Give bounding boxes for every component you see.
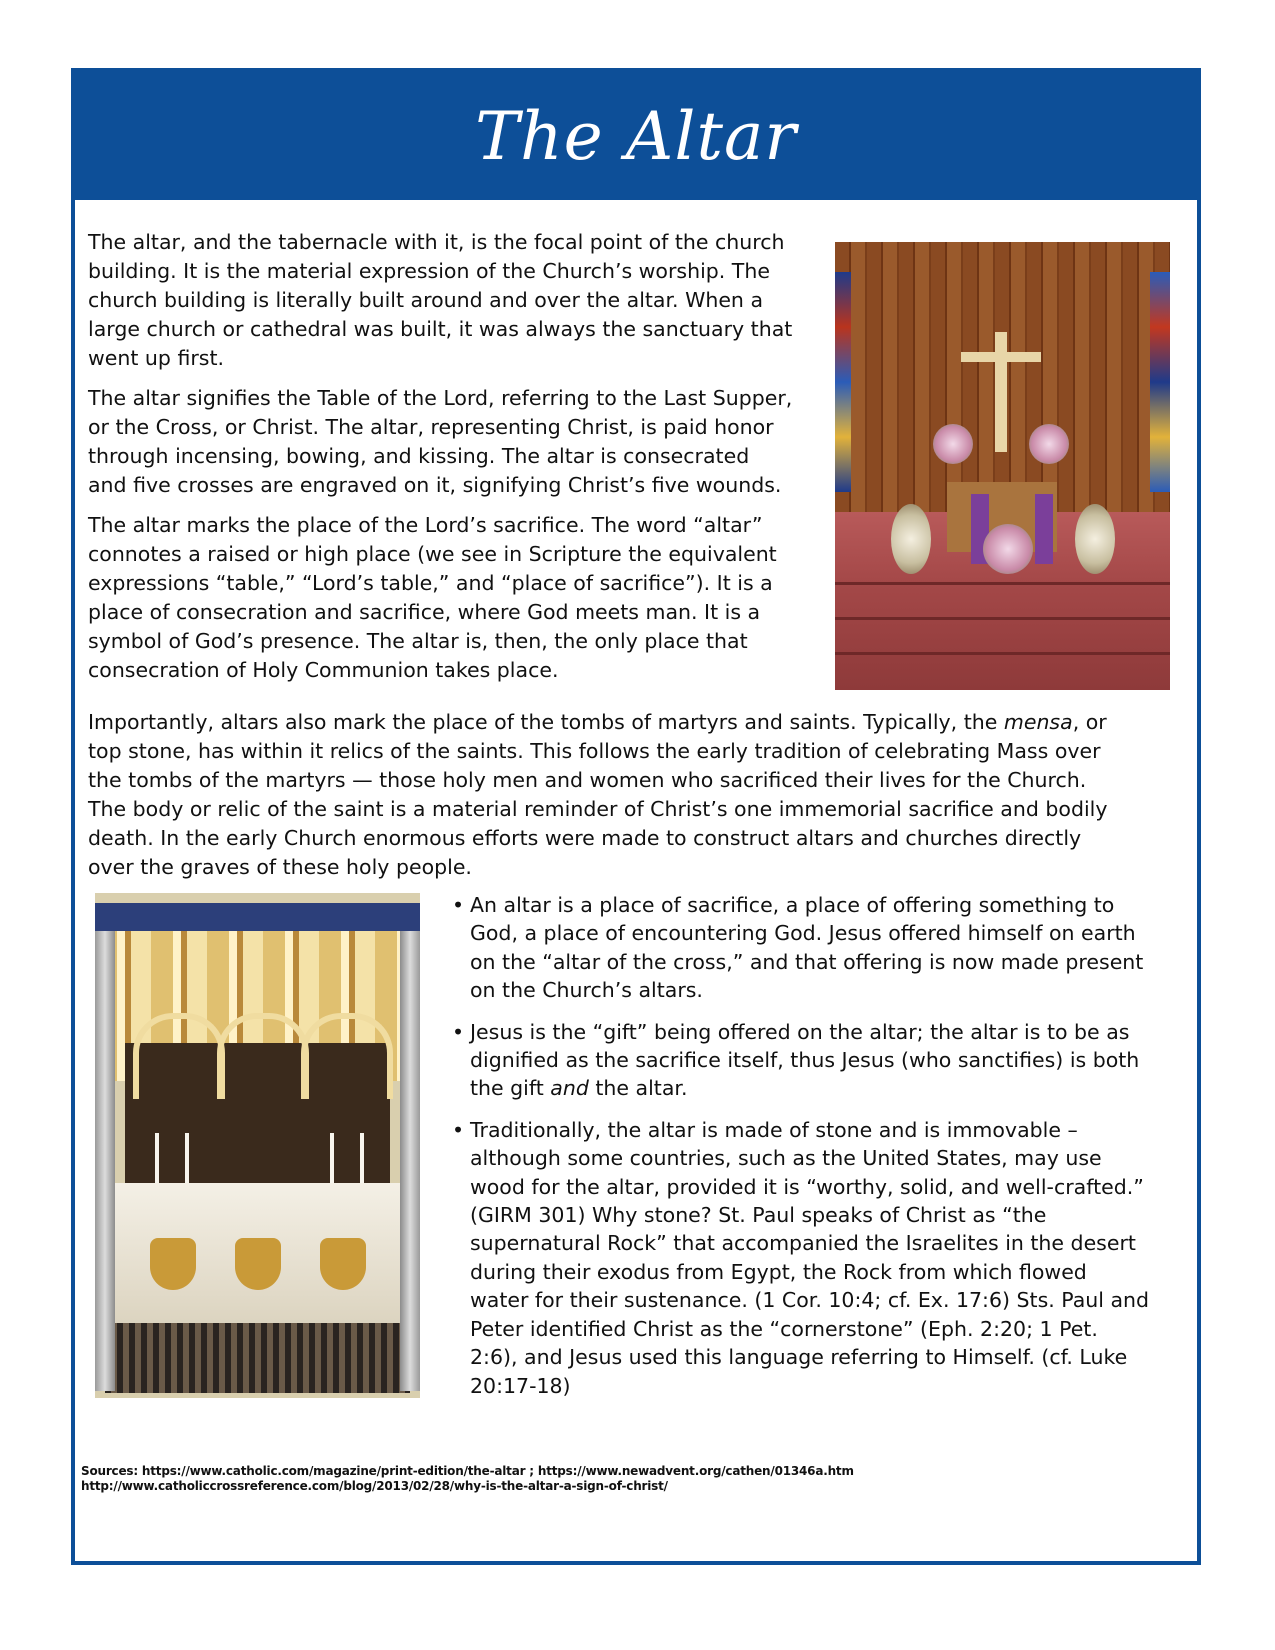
sources-line-2[interactable]: http://www.catholiccrossreference.com/blog/2013/02/28/why-is-the-altar-a-sign-of-christ/	[81, 1479, 668, 1493]
bullet-text: An altar is a place of sacrifice, a place of offering something to God, a place of encountering God. Jesus offered himself on earth on the “altar of the cross,” and that offering is now made present on the Church’s altars.	[470, 893, 1144, 1003]
sources-footer	[81, 1464, 854, 1494]
bullet-text-start: Jesus is the “gift” being offered on the altar; the altar is to be as dignified as the sacrifice itself, thus Jesus (who sanctifies) is both the gift	[470, 1019, 1140, 1101]
intro-paragraph-2: The altar signifies the Table of the Lord, referring to the Last Supper, or the Cross, or Christ. The altar, representing Christ, is paid honor through incensing, bowing, and kissing. The altar is consecrated and five crosses are engraved on it, signifying Christ’s five wounds.	[88, 386, 793, 497]
page-title: The Altar	[475, 97, 797, 175]
page-frame	[71, 68, 1201, 1565]
sources-line-1[interactable]: Sources: https://www.catholic.com/magazine/print-edition/the-altar ; https://www.newadvent.org/cathen/01346a.htm	[81, 1464, 854, 1478]
basilica-altar-photo	[95, 893, 420, 1398]
papal-crest-icon	[320, 1238, 366, 1290]
crucifix-icon	[995, 332, 1007, 452]
mensa-text-start: Importantly, altars also mark the place of the tombs of martyrs and saints. Typically, the	[88, 710, 1004, 734]
bullet-item-2	[450, 1018, 1150, 1103]
intro-paragraph-1: The altar, and the tabernacle with it, is the focal point of the church building. It is the material expression of the Church’s worship. The church building is literally built around and over the altar. When a large church or cathedral was built, it was always the sanctuary that went up first.	[88, 230, 793, 370]
mensa-paragraph	[88, 708, 1108, 882]
intro-paragraph-3: The altar marks the place of the Lord’s sacrifice. The word “altar” connotes a raised or high place (we see in Scripture the equivalent expressions “table,” “Lord’s table,” and “place of sacrifice”). It is a place of consecration and sacrifice, where God meets man. It is a symbol of God’s presence. The altar is, then, the only place that consecration of Holy Communion takes place.	[88, 513, 777, 682]
papal-crest-icon	[235, 1238, 281, 1290]
bullet-text-end: the altar.	[588, 1076, 688, 1101]
bullet-text: Traditionally, the altar is made of stone and is immovable – although some countries, such as the United States, may use wood for the altar, provided it is “worthy, solid, and well-crafted.” (GIRM 301) Why stone? St. Paul speaks of Christ as “the supernatural Rock” that accompanied the Israelites in the desert during their exodus from Egypt, the Rock from which flowed water for their sustenance. (1 Cor. 10:4; cf. Ex. 17:6) Sts. Paul and Peter identified Christ as the “cornerstone” (Eph. 2:20; 1 Pet. 2:6), and Jesus used this language referring to Himself. (cf. Luke 20:17-18)	[470, 1117, 1150, 1398]
mensa-text-end: , or top stone, has within it relics of the saints. This follows the early tradition of celebrating Mass over the tombs of the martyrs — those holy men and women who sacrificed their lives for the Church. The body or relic of the saint is a material reminder of Christ’s one immemorial sacrifice and bodily death. In the early Church enormous efforts were made to construct altars and churches directly over the graves of these holy people.	[88, 710, 1108, 879]
church-altar-photo	[835, 242, 1170, 690]
bullet-emphasis: and	[550, 1076, 589, 1101]
mensa-term: mensa	[1003, 710, 1073, 734]
bullet-item-1	[450, 891, 1150, 1005]
bullet-list	[450, 891, 1150, 1413]
intro-text	[88, 228, 793, 696]
papal-crest-icon	[150, 1238, 196, 1290]
bullet-item-3	[450, 1116, 1150, 1400]
title-banner	[75, 72, 1197, 200]
